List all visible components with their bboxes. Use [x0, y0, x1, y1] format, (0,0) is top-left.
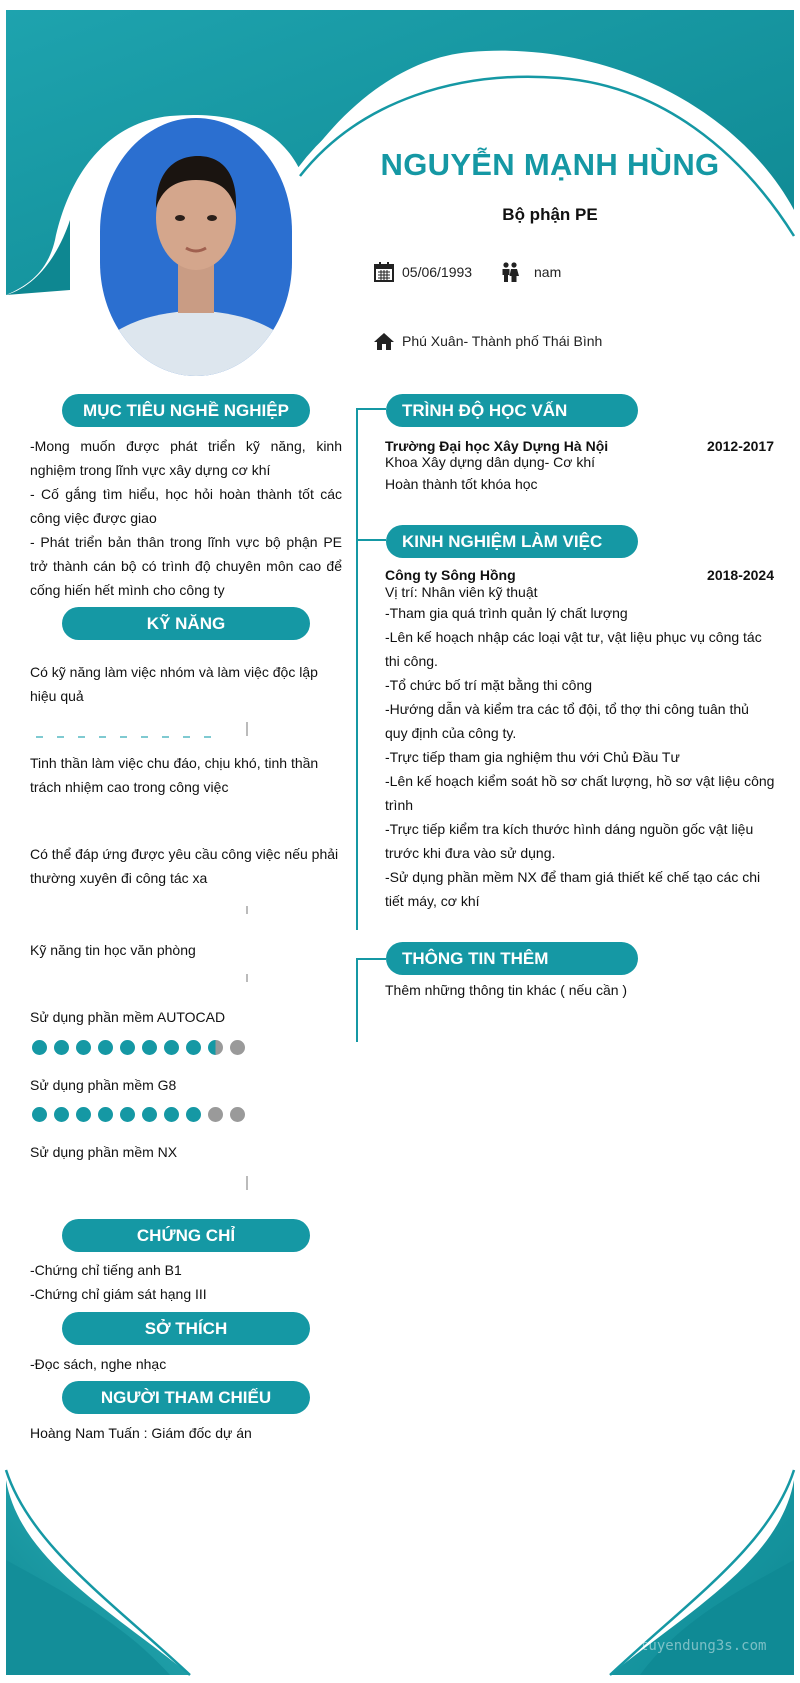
rating-dot [76, 1107, 91, 1122]
profile-photo [100, 118, 292, 376]
experience-heading: KINH NGHIỆM LÀM VIỆC [386, 525, 638, 558]
duty-line: -Lên kế hoạch kiểm soát hồ sơ chất lượng, hồ sơ vật liệu công trình [385, 773, 775, 813]
address: Phú Xuân- Thành phố Thái Bình [402, 333, 603, 349]
hobby-line: -Đọc sách, nghe nhạc [30, 1356, 167, 1372]
calendar-icon [374, 262, 394, 282]
timeline-line [356, 408, 358, 930]
position: Vị trí: Nhân viên kỹ thuật [385, 584, 538, 600]
rating-dot [230, 1040, 245, 1055]
timeline-line [356, 958, 358, 1042]
duties-list [385, 601, 775, 913]
address-row [374, 332, 602, 350]
certificate-line: -Chứng chỉ tiếng anh B1 [30, 1262, 182, 1278]
education-result: Hoàn thành tốt khóa học [385, 476, 538, 492]
certificates-text [30, 1258, 342, 1306]
skill-item: Có kỹ năng làm việc nhóm và làm việc độc lập hiệu quả [30, 664, 318, 704]
rating-dot [98, 1107, 113, 1122]
rating-dot [120, 1107, 135, 1122]
skill-item: Tinh thần làm việc chu đáo, chịu khó, tinh thần trách nhiệm cao trong công việc [30, 755, 319, 795]
birth-date-row [374, 262, 472, 282]
experience-years: 2018-2024 [707, 567, 774, 583]
school-name: Trường Đại học Xây Dựng Hà Nội [385, 438, 609, 454]
rating-dot [164, 1040, 179, 1055]
duty-line: -Lên kế hoạch nhập các loại vật tư, vật liệu phục vụ công tác thi công. [385, 629, 762, 669]
rating-dot [164, 1107, 179, 1122]
extra-info-heading: THÔNG TIN THÊM [386, 942, 638, 975]
gender-icon [500, 262, 520, 282]
skill-rating-g8 [32, 1107, 245, 1122]
rating-dot [32, 1040, 47, 1055]
rating-dot [98, 1040, 113, 1055]
duty-line: -Hướng dẫn và kiểm tra các tổ đội, tổ thợ thi công tuân thủ quy định của công ty. [385, 701, 749, 741]
department-title: Bộ phận PE [502, 205, 598, 224]
company-name: Công ty Sông Hồng [385, 567, 516, 583]
references-heading: NGƯỜI THAM CHIẾU [62, 1381, 310, 1414]
skills-heading: KỸ NĂNG [62, 607, 310, 640]
duty-line: -Trực tiếp tham gia nghiệm thu với Chủ Đầu Tư [385, 749, 680, 765]
skill-item: Sử dụng phần mềm AUTOCAD [30, 1009, 226, 1025]
duty-line: -Tham gia quá trình quản lý chất lượng [385, 605, 628, 621]
reference-line: Hoàng Nam Tuấn : Giám đốc dự án [30, 1425, 252, 1441]
certificate-line: -Chứng chỉ giám sát hạng III [30, 1286, 207, 1302]
rating-dot [54, 1107, 69, 1122]
rating-dot [186, 1040, 201, 1055]
rating-dot [230, 1107, 245, 1122]
objective-line: - Cố gắng tìm hiểu, học hỏi hoàn thành tốt các công việc được giao [30, 486, 342, 526]
rating-dot [142, 1040, 157, 1055]
duty-line: -Sử dụng phần mềm NX để tham giá thiết kế chế tạo các chi tiết máy, cơ khí [385, 869, 761, 909]
birth-date: 05/06/1993 [402, 264, 473, 280]
skill-item: Kỹ năng tin học văn phòng [30, 942, 196, 958]
rating-dot [208, 1107, 223, 1122]
skill-item: Có thể đáp ứng được yêu cầu công việc nếu phải thường xuyên đi công tác xa [30, 846, 339, 886]
rating-dot [32, 1107, 47, 1122]
home-icon [374, 332, 394, 350]
candidate-name: NGUYỄN MẠNH HÙNG [380, 147, 720, 182]
objective-line: - Phát triển bản thân trong lĩnh vực bộ phận PE trở thành cán bộ có trình độ chuyên môn cao để cống hiến hết mình cho công ty [30, 534, 342, 598]
certificates-heading: CHỨNG CHỈ [62, 1219, 310, 1252]
extra-info-text: Thêm những thông tin khác ( nếu cần ) [385, 982, 628, 998]
rating-dot [54, 1040, 69, 1055]
duty-line: -Tổ chức bố trí mặt bằng thi công [385, 677, 593, 693]
skill-rating-autocad [32, 1040, 245, 1055]
objective-heading: MỤC TIÊU NGHỀ NGHIỆP [62, 394, 310, 427]
gender: nam [534, 264, 562, 280]
rating-dot [120, 1040, 135, 1055]
rating-dot [186, 1107, 201, 1122]
objective-line: -Mong muốn được phát triển kỹ năng, kinh nghiệm trong lĩnh vực xây dựng cơ khí [30, 438, 342, 478]
education-major: Khoa Xây dựng dân dụng- Cơ khí [385, 454, 596, 470]
objective-text [30, 434, 342, 602]
gender-row [500, 262, 561, 282]
skill-item: Sử dụng phần mềm NX [30, 1144, 178, 1160]
skill-rating-placeholder [36, 736, 211, 738]
watermark: tuyendung3s.com [640, 1638, 767, 1654]
hobbies-heading: SỞ THÍCH [62, 1312, 310, 1345]
skill-item: Sử dụng phần mềm G8 [30, 1077, 177, 1093]
education-heading: TRÌNH ĐỘ HỌC VẤN [386, 394, 638, 427]
duty-line: -Trực tiếp kiểm tra kích thước hình dáng nguồn gốc vật liệu trước khi đưa vào sử dụng. [385, 821, 754, 861]
rating-dot [76, 1040, 91, 1055]
education-years: 2012-2017 [707, 438, 774, 454]
rating-dot [208, 1040, 223, 1055]
rating-dot [142, 1107, 157, 1122]
